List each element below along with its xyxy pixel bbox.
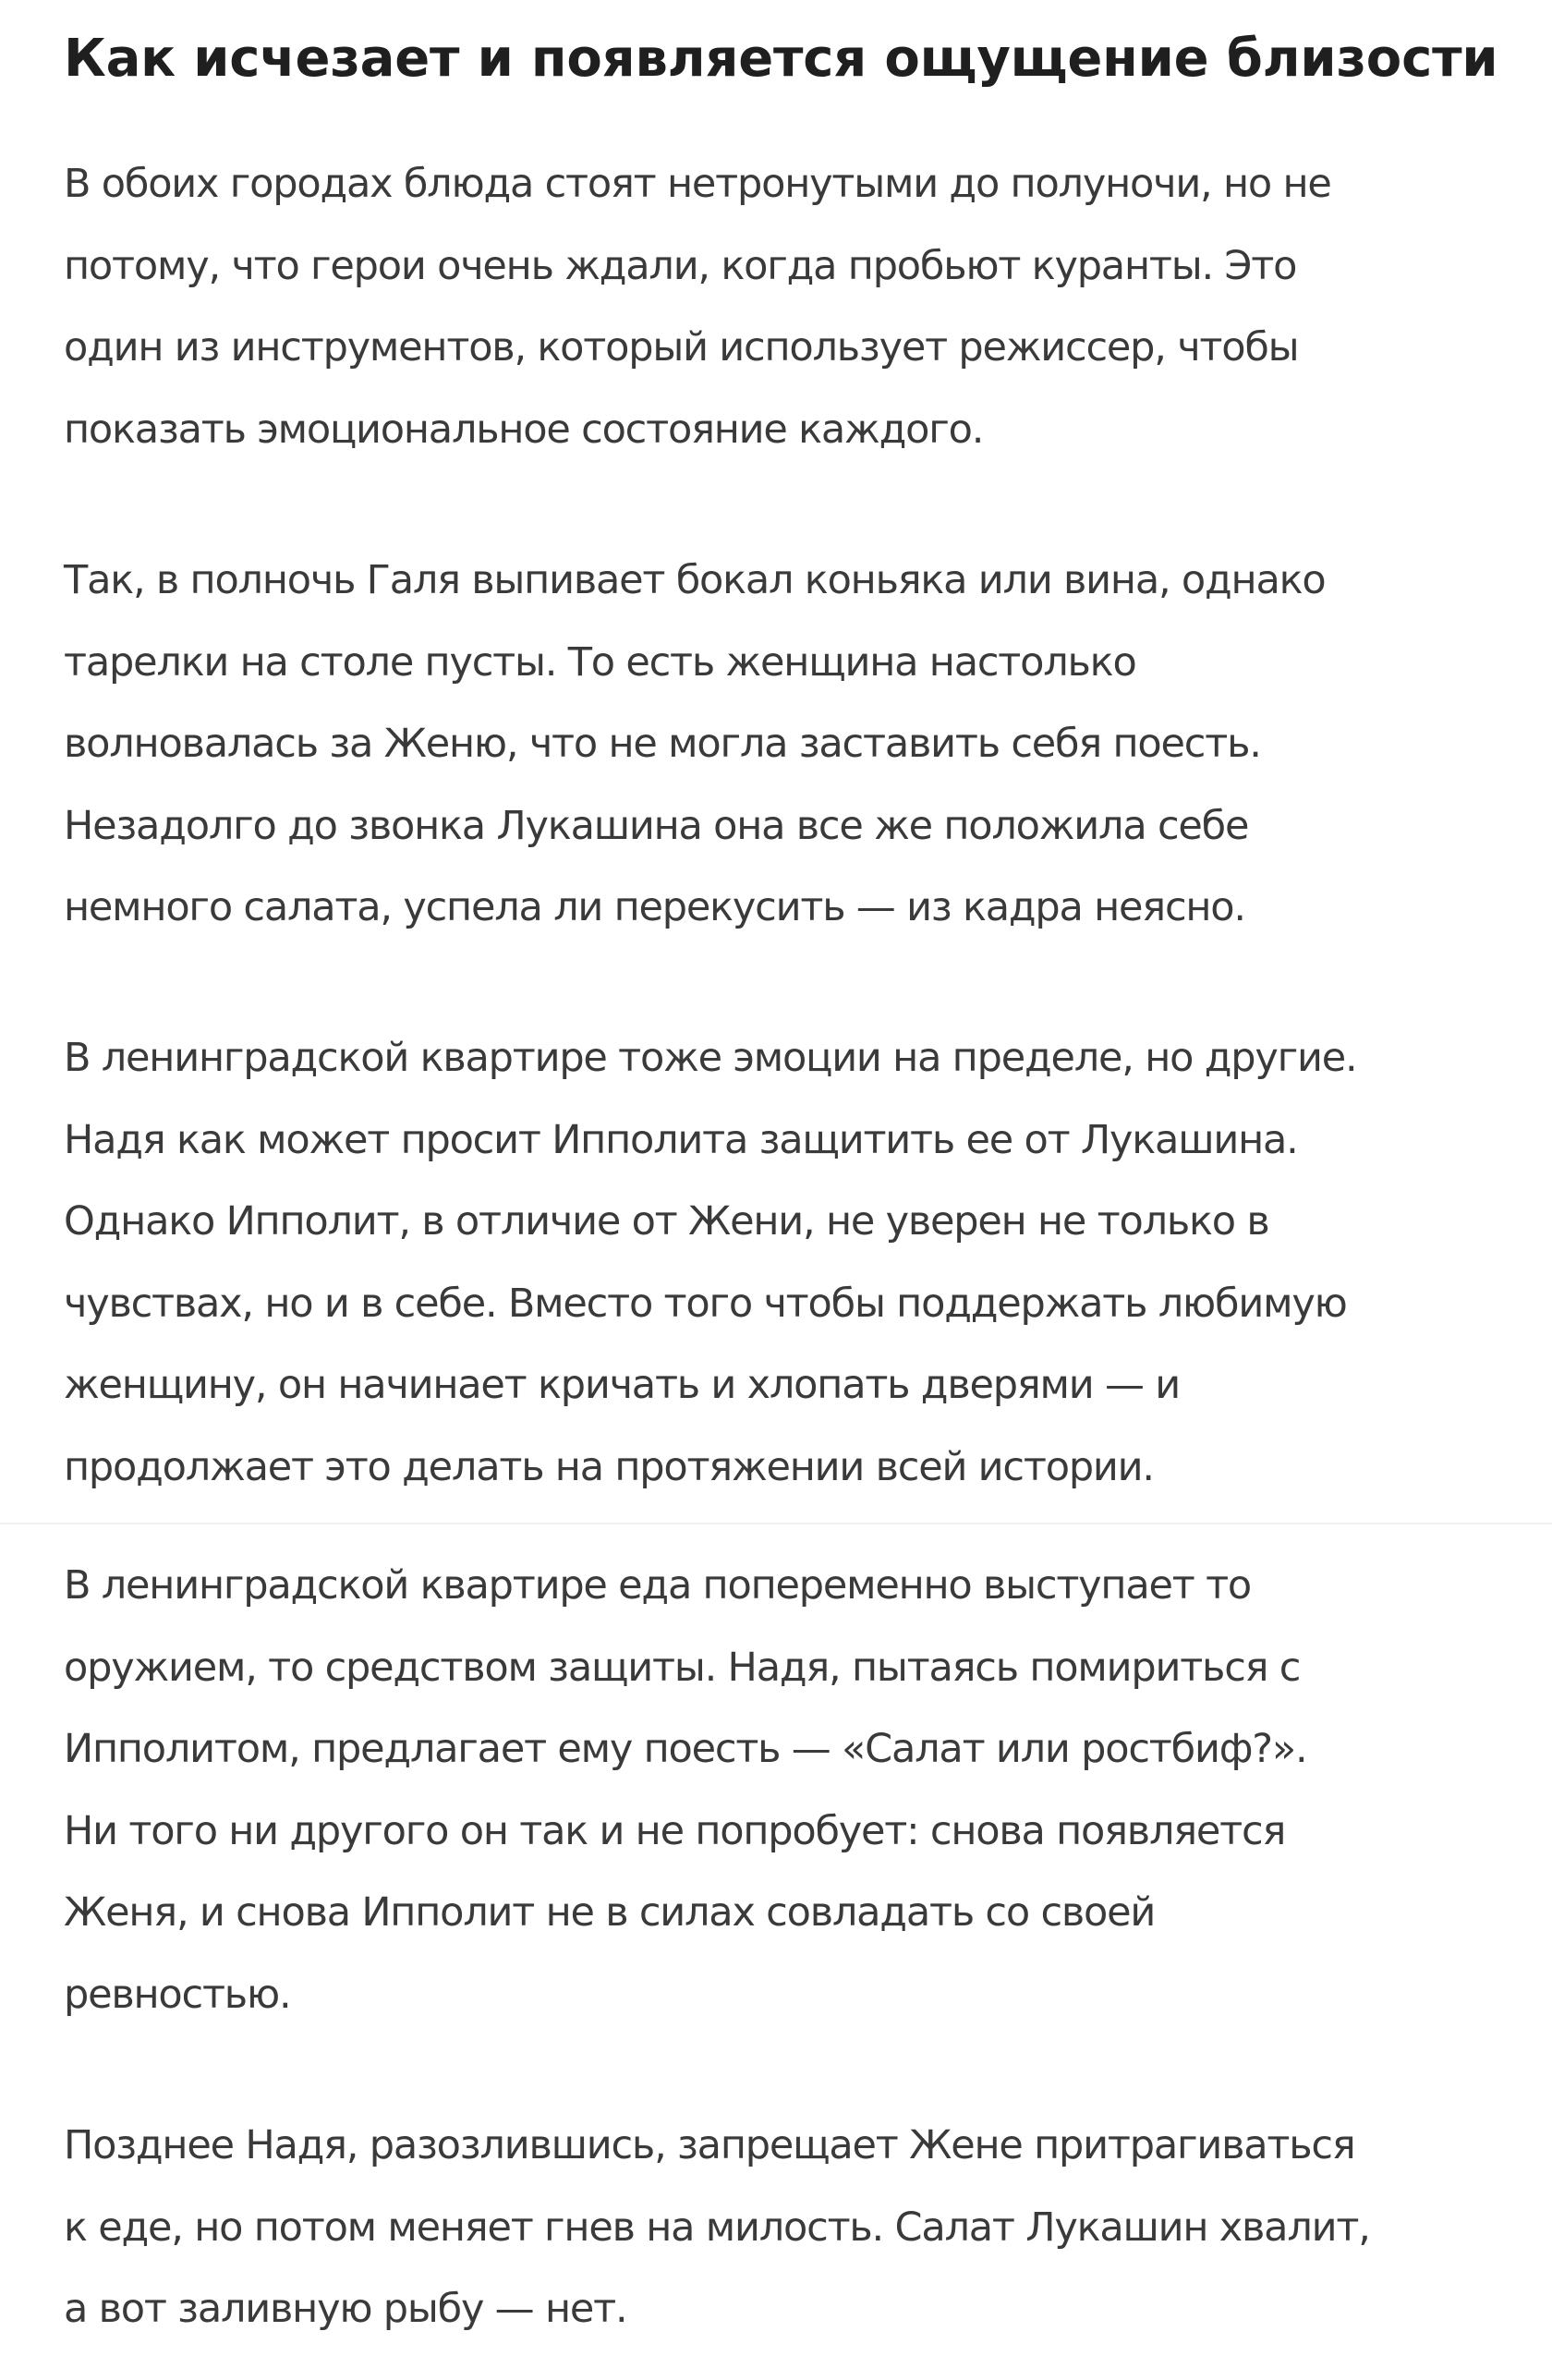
text-line: Так, в полночь Галя выпивает бокал коньяка или вина, однако: [64, 557, 1326, 603]
article-paragraph: [64, 2105, 1491, 2350]
text-line: а вот заливную рыбу — нет.: [64, 2286, 627, 2332]
text-line: Женя, и снова Ипполит не в силах совладать со своей: [64, 1889, 1156, 1936]
article-paragraph: [64, 540, 1491, 949]
text-line: оружием, то средством защиты. Надя, пытаясь помириться с: [64, 1644, 1301, 1691]
section-heading: Как исчезает и появляется ощущение близости: [64, 29, 1498, 89]
text-line: потому, что герои очень ждали, когда пробьют куранты. Это: [64, 242, 1297, 289]
text-line: Надя как может просит Ипполита защитить ее от Лукашина.: [64, 1116, 1298, 1163]
text-line: Однако Ипполит, в отличие от Жени, не уверен не только в: [64, 1198, 1269, 1245]
text-line: В ленинградской квартире тоже эмоции на пределе, но другие.: [64, 1035, 1357, 1081]
text-line: к еде, но потом меняет гнев на милость. Салат Лукашин хвалит,: [64, 2204, 1370, 2251]
text-line: В ленинградской квартире еда попеременно выступает то: [64, 1562, 1252, 1609]
text-line: немного салата, успела ли перекусить — из кадра неясно.: [64, 884, 1245, 930]
text-line: продолжает это делать на протяжении всей истории.: [64, 1443, 1154, 1490]
text-line: чувствах, но и в себе. Вместо того чтобы поддержать любимую: [64, 1280, 1347, 1327]
text-line: тарелки на столе пусты. То есть женщина настолько: [64, 638, 1136, 686]
text-line: волновалась за Женю, что не могла заставить себя поесть.: [64, 721, 1261, 767]
article-paragraph: [64, 143, 1491, 470]
text-line: женщину, он начинает кричать и хлопать дверями — и: [64, 1362, 1180, 1408]
text-line: один из инструментов, который использует режиссер, чтобы: [64, 324, 1299, 370]
text-line: показать эмоциональное состояние каждого.: [64, 406, 984, 453]
text-line: Ни того ни другого он так и не попробует: снова появляется: [64, 1807, 1286, 1854]
text-line: В обоих городах блюда стоят нетронутыми до полуночи, но не: [64, 161, 1331, 207]
divider: [0, 1523, 1552, 1524]
text-line: Ипполитом, предлагает ему поесть — «Салат или ростбиф?».: [64, 1726, 1307, 1772]
text-line: Позднее Надя, разозлившись, запрещает Жене притрагиваться: [64, 2122, 1355, 2168]
article-paragraph: [64, 1545, 1491, 2035]
article-paragraph: [64, 1017, 1491, 1508]
text-line: ревностью.: [64, 1971, 291, 2018]
text-line: Незадолго до звонка Лукашина она все же положила себе: [64, 802, 1249, 849]
